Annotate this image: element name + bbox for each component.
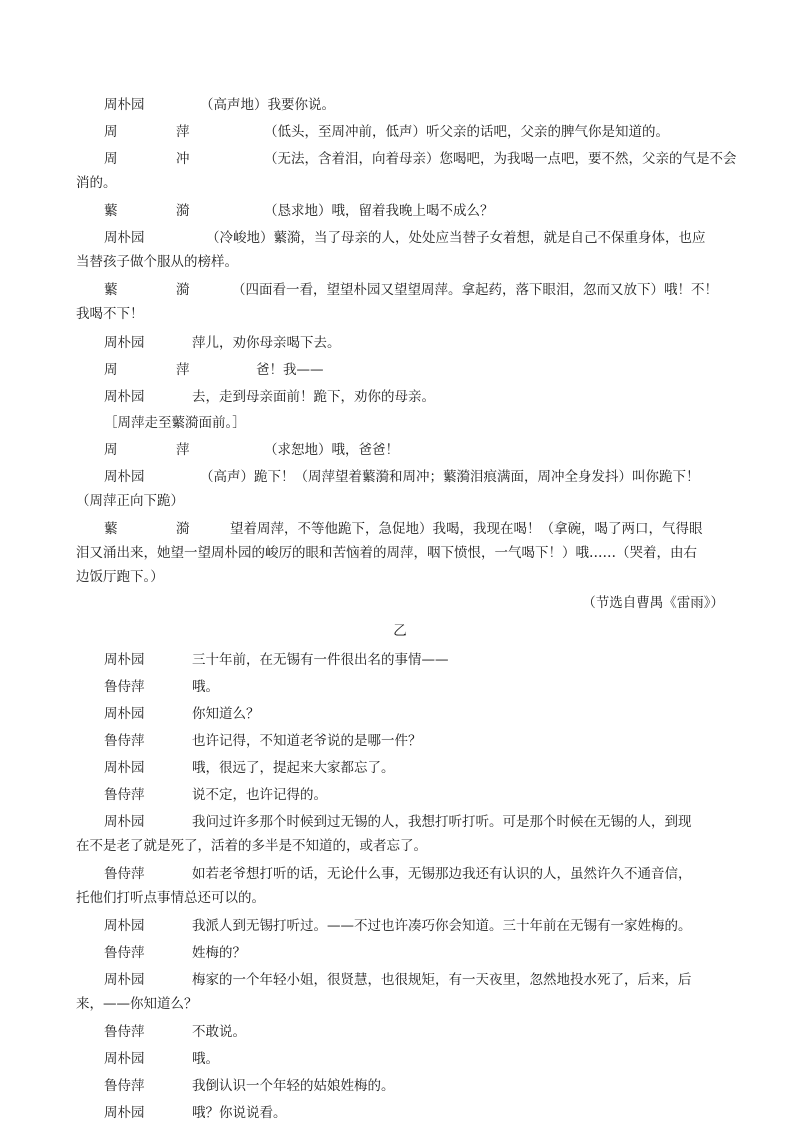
speaker-zhou-puyuan: 周朴园 <box>104 97 145 113</box>
speaker-zhou-puyuan: 周朴园 <box>104 652 145 668</box>
speaker-zhou-puyuan: 周朴园 <box>104 918 145 934</box>
source-citation: （节选自曹禺《雷雨》） <box>582 595 724 611</box>
speaker-zhou-puyuan: 周朴园 <box>104 1105 145 1121</box>
dialogue-line: （高声地）我要你说。 <box>200 97 335 113</box>
dialogue-continuation: 在不是老了就是死了，活着的多半是不知道的，或者忘了。 <box>76 838 427 854</box>
speaker-lu-shiping: 鲁侍萍 <box>104 679 145 695</box>
dialogue-continuation: （周萍正向下跪） <box>76 493 184 509</box>
dialogue-continuation: 托他们打听点事情总还可以的。 <box>76 890 265 906</box>
speaker-lu-shiping: 鲁侍萍 <box>104 866 145 882</box>
dialogue-continuation: 边饭厅跑下。） <box>76 569 164 585</box>
speaker-zhou-chong-part1: 周 <box>104 151 118 167</box>
speaker-lu-shiping: 鲁侍萍 <box>104 1078 145 1094</box>
dialogue-line: 如若老爷想打听的话，无论什么事，无锡那边我还有认识的人，虽然许久不通音信， <box>192 866 692 882</box>
dialogue-line: 不敢说。 <box>192 1024 246 1040</box>
dialogue-line: （高声）跪下！（周萍望着蘩漪和周冲；蘩漪泪痕满面，周冲全身发抖）叫你跪下！ <box>200 469 700 485</box>
speaker-zhou-puyuan: 周朴园 <box>104 389 145 405</box>
dialogue-line: 望着周萍，不等他跪下，急促地）我喝，我现在喝！（拿碗，喝了两口，气得眼 <box>230 521 703 537</box>
speaker-zhou-ping-part2: 萍 <box>176 362 190 378</box>
speaker-fan-yi-part2: 漪 <box>176 521 190 537</box>
section-heading: 乙 <box>393 623 407 639</box>
dialogue-continuation: 泪又涌出来，她望一望周朴园的峻厉的眼和苦恼着的周萍，咽下愤恨，一气喝下！）哦……（哭着，由右 <box>76 545 697 561</box>
dialogue-continuation: 消的。 <box>76 175 117 191</box>
speaker-zhou-ping-part1: 周 <box>104 442 118 458</box>
stage-direction: ［周萍走至蘩漪面前。］ <box>104 415 246 431</box>
speaker-zhou-puyuan: 周朴园 <box>104 1051 145 1067</box>
speaker-fan-yi-part2: 漪 <box>176 203 190 219</box>
speaker-zhou-ping-part1: 周 <box>104 124 118 140</box>
speaker-zhou-ping-part2: 萍 <box>176 442 190 458</box>
dialogue-line: 哦。 <box>192 679 219 695</box>
speaker-zhou-chong-part2: 冲 <box>176 151 190 167</box>
dialogue-line: 你知道么？ <box>192 706 260 722</box>
dialogue-line: 我倒认识一个年轻的姑娘姓梅的。 <box>192 1078 395 1094</box>
speaker-lu-shiping: 鲁侍萍 <box>104 787 145 803</box>
dialogue-line: （无法，含着泪，向着母亲）您喝吧，为我喝一点吧，要不然，父亲的气是不会 <box>264 151 737 167</box>
dialogue-continuation: 我喝不下！ <box>76 306 144 322</box>
dialogue-line: 梅家的一个年轻小姐，很贤慧，也很规矩，有一天夜里，忽然地投水死了，后来，后 <box>192 972 692 988</box>
speaker-zhou-puyuan: 周朴园 <box>104 972 145 988</box>
dialogue-line: （恳求地）哦，留着我晚上喝不成么？ <box>264 203 494 219</box>
speaker-fan-yi-part1: 蘩 <box>104 282 118 298</box>
dialogue-line: 姓梅的？ <box>192 945 246 961</box>
dialogue-line: 我问过许多那个时候到过无锡的人，我想打听打听。可是那个时候在无锡的人，到现 <box>192 814 692 830</box>
dialogue-line: （低头，至周冲前，低声）听父亲的话吧，父亲的脾气你是知道的。 <box>264 124 669 140</box>
speaker-zhou-puyuan: 周朴园 <box>104 469 145 485</box>
dialogue-line: 哦。 <box>192 1051 219 1067</box>
speaker-lu-shiping: 鲁侍萍 <box>104 733 145 749</box>
speaker-zhou-puyuan: 周朴园 <box>104 760 145 776</box>
speaker-lu-shiping: 鲁侍萍 <box>104 1024 145 1040</box>
speaker-zhou-puyuan: 周朴园 <box>104 230 145 246</box>
speaker-zhou-puyuan: 周朴园 <box>104 335 145 351</box>
dialogue-line: 去，走到母亲面前！跪下，劝你的母亲。 <box>192 389 435 405</box>
speaker-zhou-ping-part2: 萍 <box>176 124 190 140</box>
speaker-lu-shiping: 鲁侍萍 <box>104 945 145 961</box>
dialogue-line: 说不定，也许记得的。 <box>192 787 327 803</box>
dialogue-line: （四面看一看，望望朴园又望望周萍。拿起药，落下眼泪，忽而又放下）哦！不！ <box>232 282 718 298</box>
speaker-fan-yi-part2: 漪 <box>176 282 190 298</box>
speaker-fan-yi-part1: 蘩 <box>104 203 118 219</box>
dialogue-line: （求恕地）哦，爸爸！ <box>264 442 399 458</box>
dialogue-line: 哦，很远了，提起来大家都忘了。 <box>192 760 395 776</box>
dialogue-line: （冷峻地）蘩漪，当了母亲的人，处处应当替子女着想，就是自己不保重身体，也应 <box>206 230 706 246</box>
dialogue-line: 萍儿，劝你母亲喝下去。 <box>192 335 341 351</box>
dialogue-line: 爸！我—— <box>256 362 324 378</box>
dialogue-line: 我派人到无锡打听过。——不过也许凑巧你会知道。三十年前在无锡有一家姓梅的。 <box>192 918 692 934</box>
dialogue-continuation: 来，——你知道么？ <box>76 996 198 1012</box>
speaker-zhou-puyuan: 周朴园 <box>104 814 145 830</box>
speaker-zhou-puyuan: 周朴园 <box>104 706 145 722</box>
dialogue-line: 也许记得，不知道老爷说的是哪一件？ <box>192 733 422 749</box>
speaker-zhou-ping-part1: 周 <box>104 362 118 378</box>
dialogue-line: 哦？你说说看。 <box>192 1105 287 1121</box>
speaker-fan-yi-part1: 蘩 <box>104 521 118 537</box>
dialogue-continuation: 当替孩子做个服从的榜样。 <box>76 254 238 270</box>
dialogue-line: 三十年前，在无锡有一件很出名的事情—— <box>192 652 449 668</box>
